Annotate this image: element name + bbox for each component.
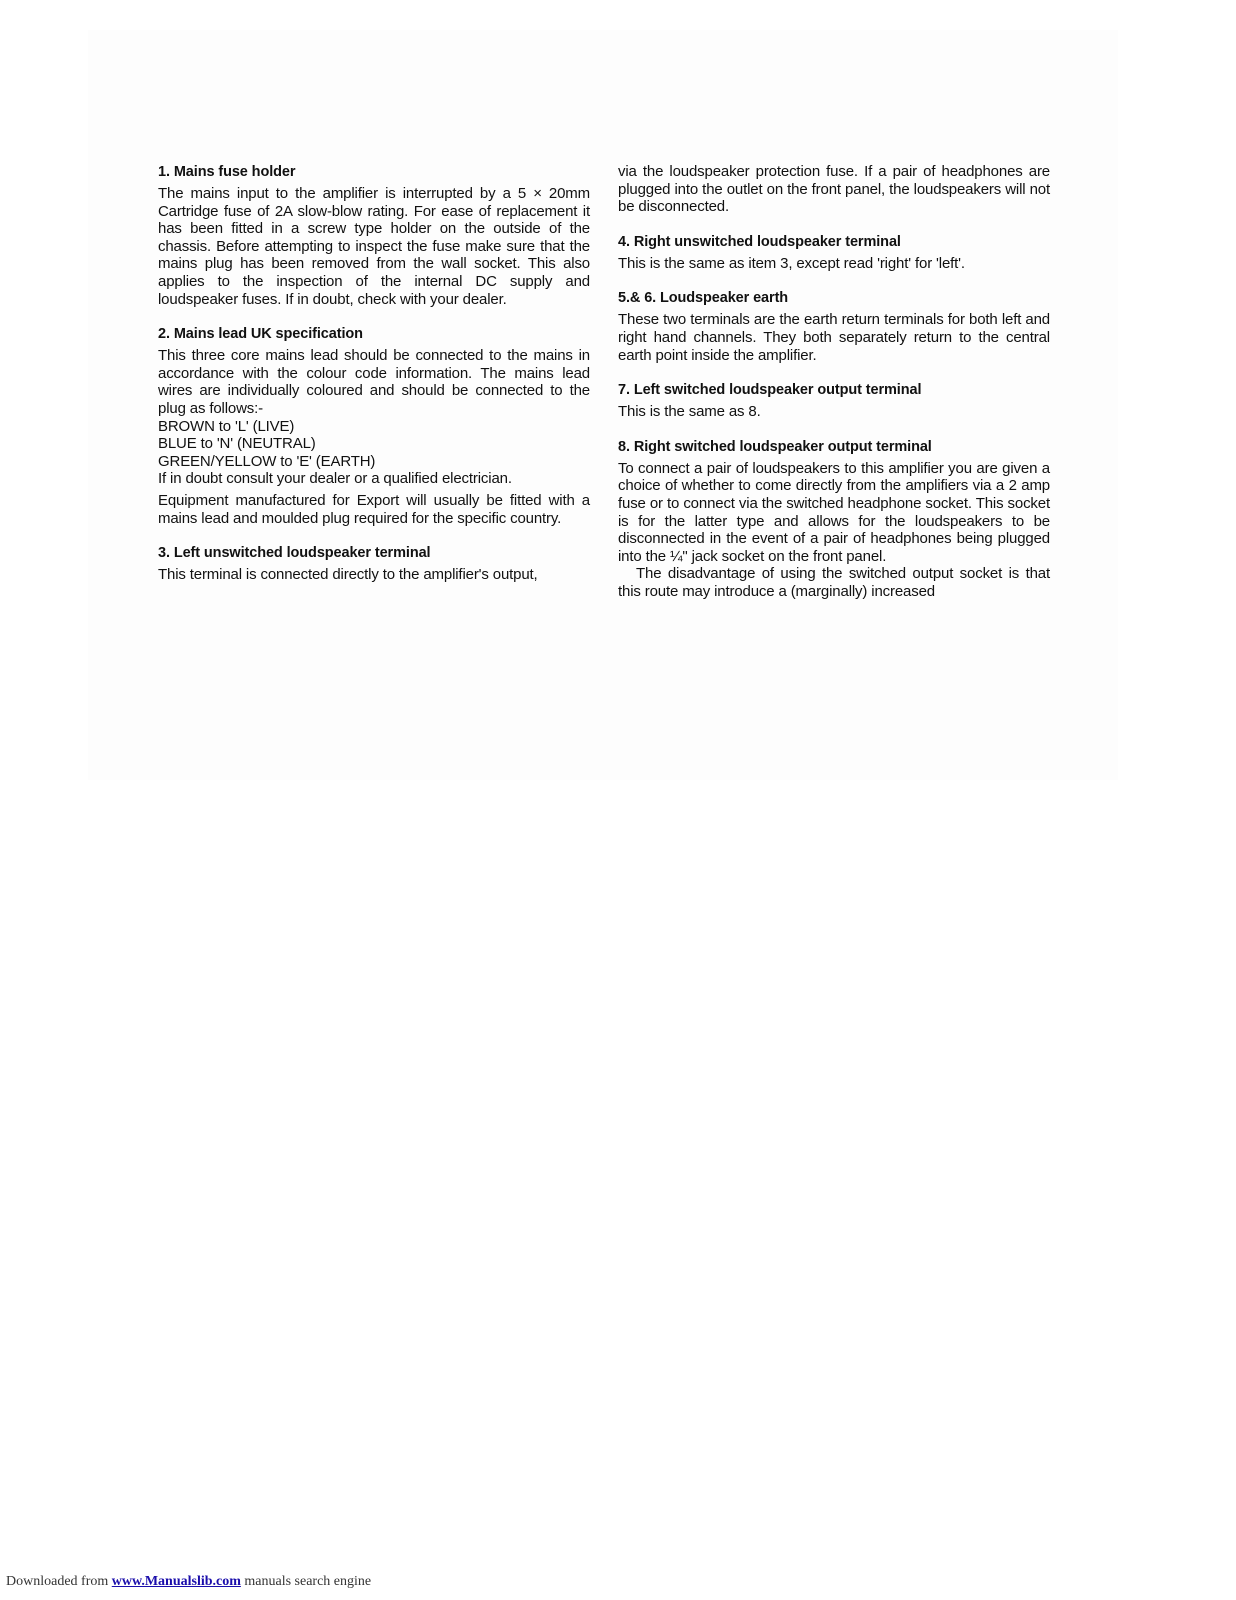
section-body: To connect a pair of loudspeakers to this amplifier you are given a choice of whether to come directly from the amplifiers via a 2 amp fuse or to connect via the switched headphone socket. This socket is for the latter type and allows for the loudspeakers to be disconnected in the event of a pair of headphones being plugged into the ¼" jack socket on the front panel. <box>618 459 1050 565</box>
right-column <box>618 163 1050 618</box>
section-left-switched <box>618 381 1050 421</box>
section-body: This is the same as item 3, except read 'right' for 'left'. <box>618 254 965 272</box>
footer-suffix: manuals search engine <box>244 1574 372 1589</box>
section-mains-fuse-holder <box>158 163 590 308</box>
section-left-unswitched-continued <box>618 163 1050 216</box>
section-right-switched <box>618 438 1050 601</box>
section-body: This is the same as 8. <box>618 403 761 421</box>
section-heading: 8. Right switched loudspeaker output terminal <box>618 438 932 455</box>
section-body-disadvantage: The disadvantage of using the switched output socket is that this route may introduce a (marginally) increased <box>618 565 1050 600</box>
footer-prefix: Downloaded from <box>6 1574 109 1589</box>
section-body: These two terminals are the earth return terminals for both left and right hand channels. They both separately return to the central earth point inside the amplifier. <box>618 311 1050 364</box>
section-heading: 4. Right unswitched loudspeaker terminal <box>618 233 901 250</box>
section-heading: 3. Left unswitched loudspeaker terminal <box>158 545 431 562</box>
section-body: This terminal is connected directly to the amplifier's output, <box>158 566 538 584</box>
wire-blue-line: BLUE to 'N' (NEUTRAL) <box>158 435 316 453</box>
section-loudspeaker-earth <box>618 289 1050 364</box>
section-body: The mains input to the amplifier is interrupted by a 5 × 20mm Cartridge fuse of 2A slow-blow rating. For ease of replacement it has been fitted in a screw type holder on the outside of the chassis. Before attempting to inspect the fuse make sure that the mains plug has been removed from the wall socket. This also applies to the inspection of the internal DC supply and loudspeaker fuses. If in doubt, check with your dealer. <box>158 185 590 308</box>
section-heading: 2. Mains lead UK specification <box>158 326 363 343</box>
section-body: This three core mains lead should be connected to the mains in accordance with the colour code information. The mains lead wires are individually coloured and should be connected to the plug as follows:- <box>158 347 590 417</box>
section-left-unswitched <box>158 544 590 584</box>
section-heading: 7. Left switched loudspeaker output terminal <box>618 382 922 399</box>
left-column <box>158 163 590 601</box>
manualslib-link[interactable]: www.Manualslib.com <box>111 1574 241 1589</box>
section-heading: 5.& 6. Loudspeaker earth <box>618 290 789 307</box>
section-body-export: Equipment manufactured for Export will usually be fitted with a mains lead and moulded plug required for the specific country. <box>158 491 590 527</box>
wire-brown-line: BROWN to 'L' (LIVE) <box>158 417 295 435</box>
download-footer <box>6 1574 371 1590</box>
section-mains-lead-uk <box>158 325 590 527</box>
wire-green-yellow-line: GREEN/YELLOW to 'E' (EARTH) <box>158 452 376 470</box>
advice-line: If in doubt consult your dealer or a qualified electrician. <box>158 470 512 488</box>
section-body-continued: via the loudspeaker protection fuse. If a pair of headphones are plugged into the outlet on the front panel, the loudspeakers will not be disconnected. <box>618 163 1050 216</box>
section-heading: 1. Mains fuse holder <box>158 164 296 180</box>
section-right-unswitched <box>618 233 1050 273</box>
